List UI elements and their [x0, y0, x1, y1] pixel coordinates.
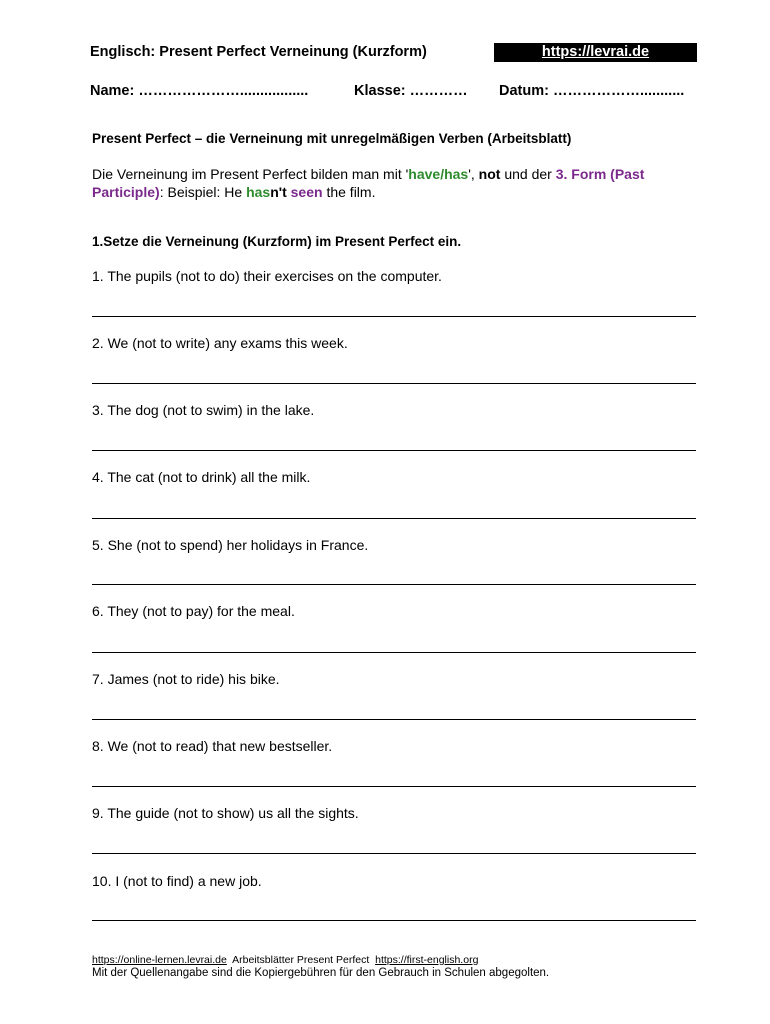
- exercise-item: 2. We (not to write) any exams this week.: [92, 335, 348, 351]
- intro-text: the film.: [322, 184, 376, 200]
- example-has: has: [246, 184, 271, 200]
- exercise-item: 6. They (not to pay) for the meal.: [92, 603, 295, 619]
- intro-text: : Beispiel: He: [159, 184, 247, 200]
- have-has-keyword: have/has: [408, 166, 469, 182]
- exercise-item: 1. The pupils (not to do) their exercises on the computer.: [92, 268, 442, 284]
- exercise-item: 10. I (not to find) a new job.: [92, 873, 262, 889]
- answer-line[interactable]: [92, 853, 696, 854]
- exercise-item: 9. The guide (not to show) us all the sights.: [92, 805, 359, 821]
- answer-line[interactable]: [92, 652, 696, 653]
- intro-text: ',: [468, 166, 479, 182]
- task-heading: 1.Setze die Verneinung (Kurzform) im Present Perfect ein.: [92, 234, 462, 249]
- header-url-box[interactable]: [494, 43, 697, 62]
- answer-line[interactable]: [92, 719, 696, 720]
- intro-paragraph: [92, 165, 692, 201]
- exercise-item: 3. The dog (not to swim) in the lake.: [92, 402, 315, 418]
- footer-links: [92, 954, 478, 966]
- exercise-item: 8. We (not to read) that new bestseller.: [92, 738, 333, 754]
- example-nt: n't: [270, 184, 287, 200]
- footer-link-first-english[interactable]: https://first-english.org: [375, 954, 479, 966]
- answer-line[interactable]: [92, 518, 696, 519]
- datum-field[interactable]: Datum: ………………...........: [499, 83, 685, 99]
- exercise-item: 7. James (not to ride) his bike.: [92, 671, 280, 687]
- answer-line[interactable]: [92, 316, 696, 317]
- worksheet-header-title: Englisch: Present Perfect Verneinung (Kurzform): [90, 44, 427, 60]
- answer-line[interactable]: [92, 584, 696, 585]
- footer-label: Arbeitsblätter Present Perfect: [232, 954, 370, 966]
- exercise-item: 4. The cat (not to drink) all the milk.: [92, 469, 311, 485]
- name-field[interactable]: Name: ………………….................: [90, 83, 309, 99]
- header-url-link[interactable]: https://levrai.de: [541, 44, 650, 60]
- footer-link-online-lernen[interactable]: https://online-lernen.levrai.de: [92, 954, 227, 966]
- answer-line[interactable]: [92, 383, 696, 384]
- sheet-title: Present Perfect – die Verneinung mit unregelmäßigen Verben (Arbeitsblatt): [92, 131, 572, 146]
- answer-line[interactable]: [92, 450, 696, 451]
- intro-text: Die Verneinung im Present Perfect bilden man mit ': [92, 166, 409, 182]
- klasse-field[interactable]: Klasse: …………: [354, 83, 468, 99]
- exercise-item: 5. She (not to spend) her holidays in France.: [92, 537, 369, 553]
- not-keyword: not: [478, 166, 501, 182]
- intro-text: und der: [500, 166, 556, 182]
- footer-copyright-note: Mit der Quellenangabe sind die Kopiergebühren für den Gebrauch in Schulen abgegolten.: [92, 967, 550, 979]
- third-form-keyword: 3. Form (Past Participle): [92, 166, 645, 200]
- answer-line[interactable]: [92, 786, 696, 787]
- example-seen: seen: [290, 184, 323, 200]
- answer-line[interactable]: [92, 920, 696, 921]
